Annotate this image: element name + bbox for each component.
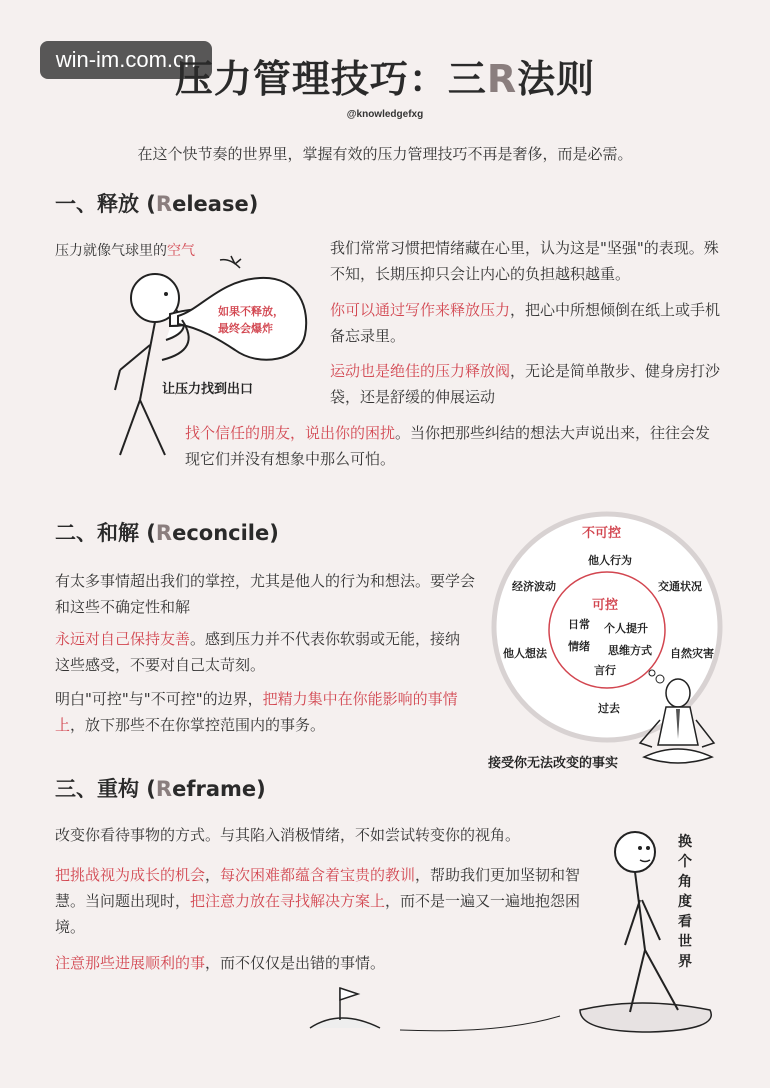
side-label: 换个角度看世界: [678, 834, 692, 970]
balloon-text-2: 最终会爆炸: [218, 322, 273, 335]
watermark: win-im.com.cn: [40, 41, 212, 79]
section-release-heading: 一、释放 (Release): [55, 192, 259, 216]
release-paragraph-1: 我们常常习惯把情绪藏在心里，认为这是"坚强"的表现。殊不知，长期压抑只会让内心的负担越积越重。: [330, 239, 719, 283]
page-title: 压力管理技巧：三R法则: [174, 57, 596, 101]
outer-item-past: 过去: [598, 702, 620, 715]
balloon-text-1: 如果不释放，: [218, 305, 284, 318]
inner-item-mindset: 思维方式: [608, 644, 652, 657]
inner-item-words-deeds: 言行: [594, 664, 616, 677]
outer-item-others-thoughts: 他人想法: [503, 647, 547, 660]
outer-item-economy: 经济波动: [512, 580, 556, 593]
outer-item-disaster: 自然灾害: [670, 647, 714, 660]
balloon-caption: 压力就像气球里的空气: [55, 243, 195, 259]
reframe-paragraph-2: 把挑战视为成长的机会，每次困难都蕴含着宝贵的教训，帮助我们更加坚韧和智慧。当问题出现时，把注意力放在寻找解决方案上，而不是一遍又一遍地抱怨困境。: [55, 866, 581, 936]
perspective-illustration: [300, 820, 730, 1040]
uncontrollable-title: 不可控: [582, 526, 622, 541]
head-icon: [615, 832, 655, 872]
meditating-person-illustration: [630, 665, 720, 780]
accept-label: 接受你无法改变的事实: [488, 756, 619, 771]
outer-item-traffic: 交通状况: [658, 580, 702, 593]
reconcile-paragraph-2: 永远对自己保持友善。感到压力并不代表你软弱或无能，接纳这些感受，不要对自己太苛刻。: [55, 630, 461, 674]
section-reframe-heading: 三、重构 (Reframe): [55, 777, 266, 801]
controllable-title: 可控: [592, 598, 619, 613]
reconcile-paragraph-3: 明白"可控"与"不可控"的边界，把精力集中在你能影响的事情上，放下那些不在你掌控范围内的事务。: [55, 690, 458, 734]
inner-item-daily: 日常: [568, 618, 590, 631]
exit-label: 让压力找到出口: [162, 382, 254, 397]
release-paragraph-2: 你可以通过写作来释放压力，把心中所想倾倒在纸上或手机备忘录里。: [330, 301, 721, 345]
outer-item-others-behavior: 他人行为: [588, 554, 632, 567]
section-reconcile-heading: 二、和解 (Reconcile): [55, 521, 279, 545]
intro-text: 在这个快节奏的世界里，掌握有效的压力管理技巧不再是奢侈，而是必需。: [137, 145, 633, 163]
reframe-paragraph-1: 改变你看待事物的方式。与其陷入消极情绪，不如尝试转变你的视角。: [55, 826, 521, 844]
inner-item-growth: 个人提升: [604, 622, 648, 635]
release-paragraph-4: 找个信任的朋友，说出你的困扰。当你把那些纠结的想法大声说出来，往往会发现它们并没有想象中那么可怕。: [185, 424, 711, 468]
reframe-paragraph-3: 注意那些进展顺利的事，而不仅仅是出错的事情。: [55, 954, 386, 972]
inner-item-emotion: 情绪: [568, 640, 590, 653]
release-paragraph-3: 运动也是绝佳的压力释放阀，无论是简单散步、健身房打沙袋，还是舒缓的伸展运动: [330, 362, 721, 406]
author-handle: @knowledgefxg: [346, 109, 424, 120]
reconcile-paragraph-1: 有太多事情超出我们的掌控，尤其是他人的行为和想法。要学会和这些不确定性和解: [55, 572, 476, 616]
